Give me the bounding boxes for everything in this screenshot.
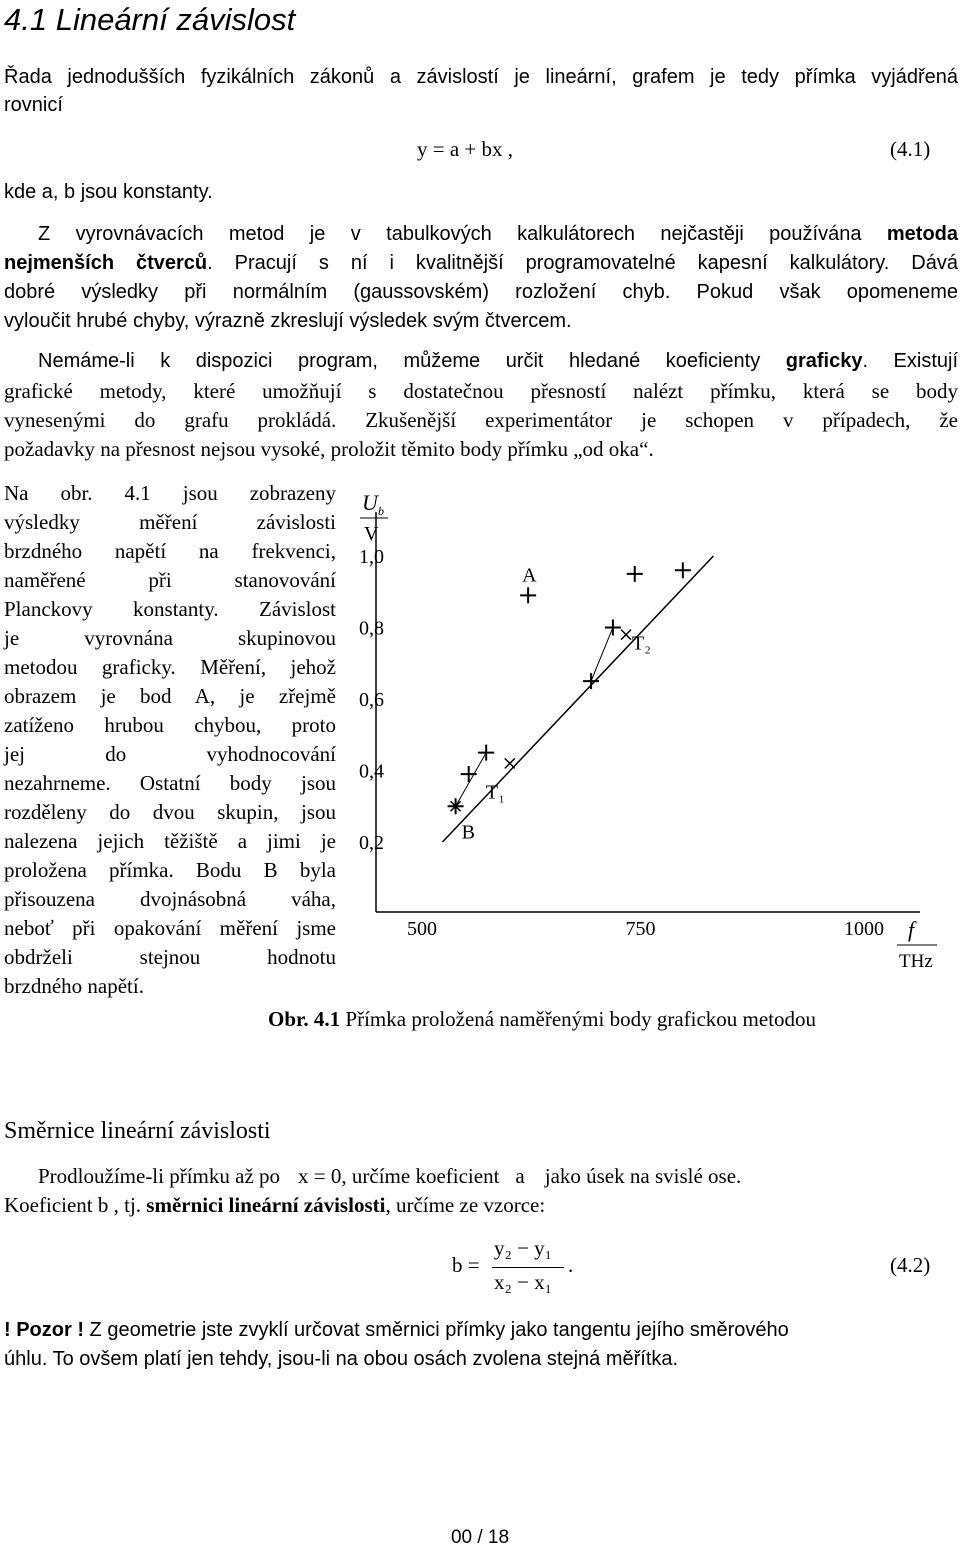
y-tick-label: 0,2	[359, 832, 384, 854]
equation-number-4-2: (4.2)	[890, 1253, 931, 1277]
para2-line-3: vynesenými do grafu prokládá. Zkušenější experimentátor je schopen v případech, že	[4, 408, 958, 432]
equation-number-4-1: (4.1)	[890, 137, 931, 161]
intro-line-1: Řada jednodušších fyzikálních zákonů a závislostí je lineární, grafem je tedy přímka vyjádřená	[4, 66, 958, 88]
side-text-line: naměřené při stanovování	[4, 568, 336, 592]
group1-line	[456, 753, 487, 807]
para1-line-2: nejmenších čtverců. Pracují s ní i kvalitnější programovatelné kapesní kalkulátory. Dává	[4, 252, 958, 274]
section2-line-1: Prodloužíme-li přímku až po x = 0, určíme koeficient a jako úsek na svislé ose.	[38, 1164, 742, 1188]
side-text-line: rozděleny do dvou skupin, jsou	[4, 800, 336, 824]
side-text-line: Na obr. 4.1 jsou zobrazeny	[4, 481, 336, 505]
fit-line	[442, 556, 713, 842]
intro-line-3: kde a, b jsou konstanty.	[4, 181, 213, 203]
side-text-line: zatíženo hrubou chybou, proto	[4, 713, 336, 737]
label-t1: T	[485, 781, 498, 804]
side-text-line: metodou graficky. Měření, jehož	[4, 655, 336, 679]
data-point	[520, 587, 536, 603]
side-text-line: obrazem je bod A, je zřejmě	[4, 684, 336, 708]
y-tick-label: 0,6	[359, 689, 384, 711]
side-text-line: brzdného napětí na frekvenci,	[4, 539, 336, 563]
equation-4-2-dot: .	[568, 1253, 574, 1277]
equation-4-2-lhs: b =	[452, 1253, 480, 1277]
side-text-line: proložena přímka. Bodu B byla	[4, 858, 336, 882]
data-point	[675, 562, 691, 578]
label-t1-sub: 1	[498, 793, 505, 806]
label-t2-sub: 2	[645, 644, 651, 657]
data-point	[583, 673, 599, 689]
y-tick-label: 1,0	[359, 546, 384, 568]
y-axis-unit: V	[364, 523, 379, 545]
page-number: 00 / 18	[450, 1527, 510, 1548]
side-text-line: jej do vyhodnocování	[4, 742, 336, 766]
equation-4-1: y = a + bx ,	[417, 137, 514, 161]
y-tick-label: 0,8	[359, 617, 384, 640]
data-point	[461, 766, 477, 782]
side-text-line: nalezena jejich těžiště a jimi je	[4, 829, 336, 853]
page-title: 4.1 Lineární závislost	[4, 2, 296, 37]
section2-line-2: Koeficient b , tj. směrnici lineární závislosti, určíme ze vzorce:	[4, 1193, 546, 1217]
y-tick-label: 0,4	[359, 760, 384, 783]
fraction-bar	[492, 1267, 564, 1268]
equation-4-2-numerator: y₂ − y₁	[494, 1236, 552, 1260]
section-heading: Směrnice lineární závislosti	[4, 1118, 271, 1144]
x-tick-label: 500	[407, 918, 437, 940]
side-text-line: brzdného napětí.	[4, 974, 144, 998]
y-axis-symbol: U	[362, 490, 378, 515]
side-text-line: přisouzena dvojnásobná váha,	[4, 887, 336, 911]
y-axis-subscript: b	[378, 504, 384, 518]
data-point	[605, 620, 621, 636]
equation-4-2-denominator: x₂ − x₁	[494, 1270, 552, 1294]
figure-caption: Obr. 4.1 Přímka proložená naměřenými body grafickou metodou	[268, 1007, 817, 1031]
warning-line-2: úhlu. To ovšem platí jen tehdy, jsou-li na obou osách zvolena stejná měřítka.	[4, 1348, 679, 1370]
centroid-mark	[621, 630, 631, 640]
x-tick-label: 750	[625, 918, 656, 940]
label-a: A	[522, 564, 537, 587]
intro-line-2: rovnicí	[4, 94, 63, 116]
data-point	[627, 566, 643, 582]
para1-line-3: dobré výsledky při normálním (gaussovském) rozložení chyb. Pokud však opomeneme	[4, 281, 958, 303]
label-t2: T	[632, 632, 645, 655]
centroid-mark	[505, 758, 515, 768]
side-text-line: výsledky měření závislosti	[4, 510, 336, 534]
side-text-line: nezahrneme. Ostatní body jsou	[4, 771, 336, 795]
para2-line-2: grafické metody, které umožňují s dostatečnou přesností nalézt přímku, která se body	[4, 379, 958, 403]
para2-line-1: Nemáme-li k dispozici program, můžeme určit hledané koeficienty graficky. Existují	[38, 350, 959, 372]
warning-line-1: ! Pozor ! Z geometrie jste zvyklí určovat směrnici přímky jako tangentu jejího směrového	[4, 1319, 789, 1341]
x-axis-symbol: f	[908, 917, 915, 942]
side-text-line: Planckovy konstanty. Závislost	[4, 597, 336, 621]
figure-4-1	[352, 482, 952, 982]
x-axis-unit: THz	[899, 951, 933, 972]
side-text-line: obdrželi stejnou hodnotu	[4, 945, 336, 969]
data-point	[478, 745, 494, 761]
para1-line-1: Z vyrovnávacích metod je v tabulkových kalkulátorech nejčastěji používána metoda	[38, 223, 958, 245]
para2-line-4: požadavky na přesnost nejsou vysoké, proložit těmito body přímku „od oka“.	[4, 437, 654, 461]
side-text-column	[4, 479, 336, 1001]
label-b: B	[461, 821, 475, 844]
x-tick-label: 1000	[844, 918, 884, 940]
para1-line-4: vyloučit hrubé chyby, výrazně zkreslují výsledek svým čtvercem.	[4, 310, 572, 332]
side-text-line: neboť při opakování měření jsme	[4, 916, 336, 940]
side-text-line: je vyrovnána skupinovou	[4, 626, 336, 650]
